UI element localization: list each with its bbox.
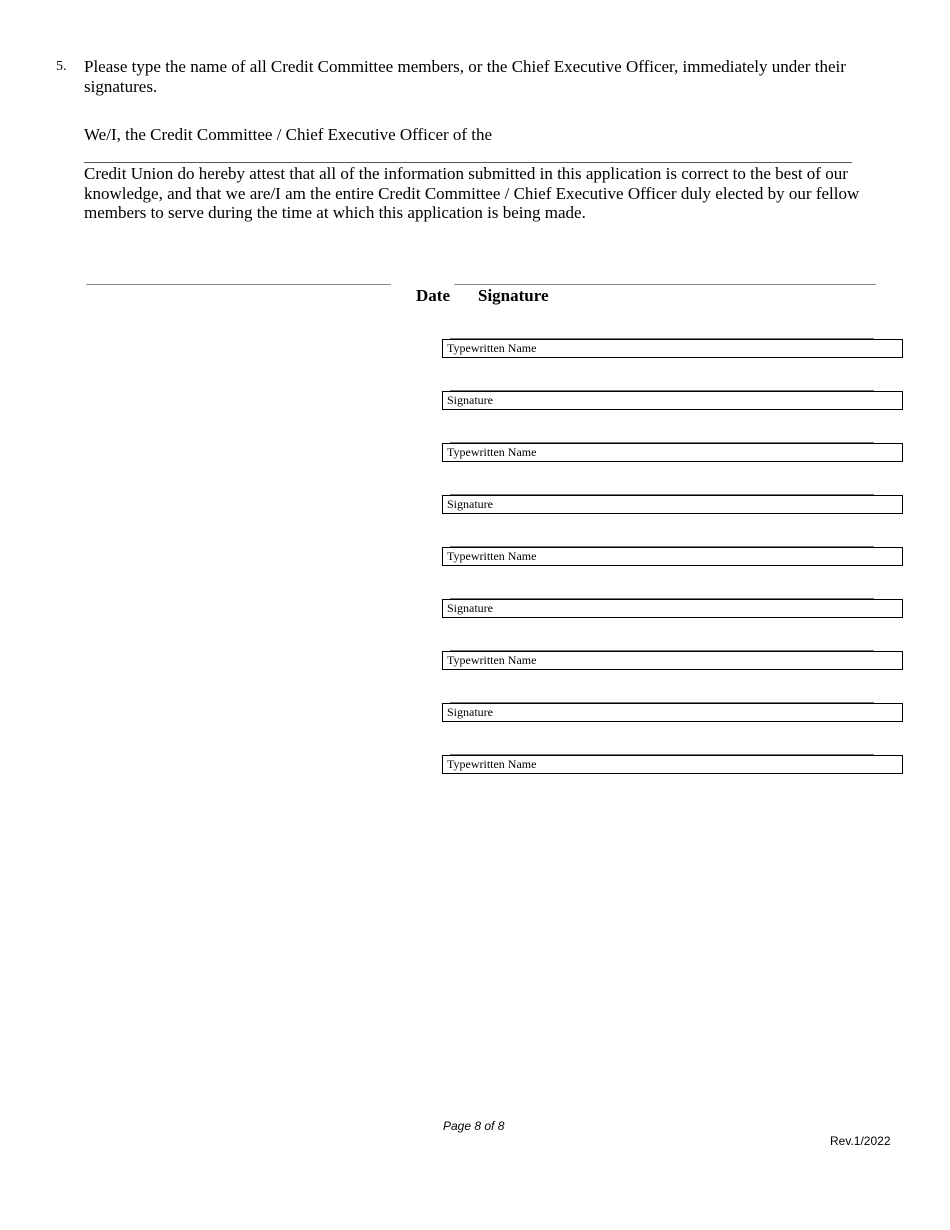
typewritten-name-field[interactable]: Typewritten Name bbox=[442, 547, 903, 566]
attestation-body: Credit Union do hereby attest that all of the information submitted in this application is correct to the best of our knowledge, and that we are/I am the entire Credit Committee / Chief Executive Officer duly elected by our fellow members to serve during the time at which this application is being made. bbox=[84, 164, 860, 222]
typewritten-name-field[interactable]: Typewritten Name bbox=[442, 339, 903, 358]
typewritten-name-field[interactable]: Typewritten Name bbox=[442, 755, 903, 774]
typewritten-name-field[interactable]: Typewritten Name bbox=[442, 443, 903, 462]
signature-field[interactable]: Signature bbox=[442, 495, 903, 514]
signature-header: Signature bbox=[478, 286, 549, 305]
signature-field[interactable]: Signature bbox=[442, 599, 903, 618]
typewritten-name-field[interactable]: Typewritten Name bbox=[442, 651, 903, 670]
date-line[interactable] bbox=[86, 284, 391, 285]
credit-union-name-line[interactable] bbox=[84, 162, 852, 163]
signature-field[interactable]: Signature bbox=[442, 703, 903, 722]
date-header: Date bbox=[416, 286, 450, 305]
signature-line[interactable] bbox=[454, 284, 876, 285]
item-instruction: Please type the name of all Credit Committee members, or the Chief Executive Officer, immediately under their signatures. bbox=[84, 57, 846, 96]
attestation-intro: We/I, the Credit Committee / Chief Executive Officer of the bbox=[84, 125, 493, 144]
signature-field[interactable]: Signature bbox=[442, 391, 903, 410]
page-number: Page 8 of 8 bbox=[443, 1119, 505, 1133]
item-number: 5. bbox=[56, 59, 67, 74]
revision-label: Rev.1/2022 bbox=[830, 1134, 891, 1148]
